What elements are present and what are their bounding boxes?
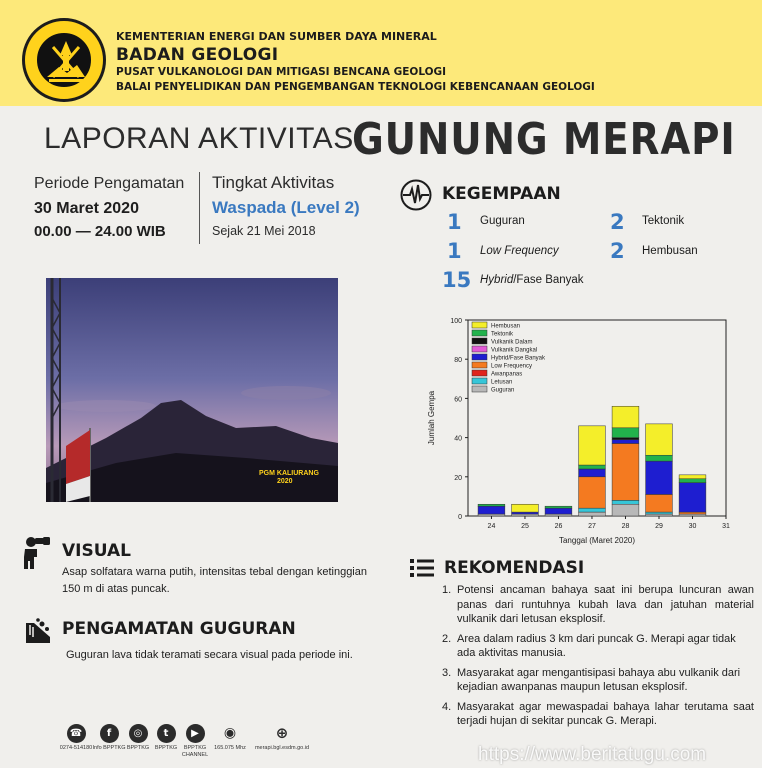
legend-swatch <box>472 386 487 392</box>
hybrid-label: Hybrid/Fase Banyak <box>480 274 584 286</box>
radio-frequency: ◉ 165.075 Mhz <box>214 725 246 751</box>
bar-segment <box>646 424 673 455</box>
visual-title: VISUAL <box>62 541 131 561</box>
period-label: Periode Pengamatan <box>34 175 185 192</box>
bar-segment <box>545 508 572 514</box>
legend-label: Tektonik <box>491 331 514 338</box>
x-tick-label: 28 <box>621 523 630 530</box>
hembusan-label: Hembusan <box>642 245 698 257</box>
binoculars-person-icon <box>22 535 52 569</box>
bar-segment <box>679 512 706 514</box>
list-item: 1. Potensi ancaman bahaya saat ini berupa luncuran awan panas dari runtuhnya kubah lava dan jatuhan material vulkanik dari letusan eksplosif. <box>442 584 754 625</box>
kegempaan-title: KEGEMPAAN <box>442 184 561 204</box>
legend-swatch <box>472 362 487 368</box>
activity-level-value: Waspada (Level 2) <box>212 198 360 217</box>
bar-segment <box>478 514 505 516</box>
bar-segment <box>579 426 606 465</box>
divider <box>199 172 200 244</box>
radio-icon: ◉ <box>223 725 237 741</box>
y-tick-label: 40 <box>454 435 462 443</box>
bar-segment <box>612 428 639 438</box>
x-tick-label: 26 <box>554 523 563 530</box>
seismic-bar-chart <box>420 310 740 550</box>
legend-swatch <box>472 354 487 360</box>
y-tick-label: 60 <box>454 396 462 404</box>
y-tick-label: 0 <box>458 514 462 521</box>
bar-segment <box>512 504 539 512</box>
period-time: 00.00 — 24.00 WIB <box>34 223 166 240</box>
bar-segment <box>679 483 706 512</box>
bar-segment <box>478 504 505 506</box>
volcano-photo <box>46 278 338 502</box>
list-item: 4. Masyarakat agar mewaspadai bahaya lahar terutama saat terjadi hujan di sekitar puncak G. Merapi. <box>442 700 754 727</box>
legend-label: Vulkanik Dangkal <box>491 347 538 354</box>
bar-segment <box>579 512 606 516</box>
bar-segment <box>646 455 673 461</box>
low-frequency-count: 1 <box>447 239 462 263</box>
youtube-icon: ▶ <box>186 724 205 743</box>
bar-segment <box>545 514 572 516</box>
legend-swatch <box>472 378 487 384</box>
x-tick-label: 30 <box>688 523 697 530</box>
seismograph-icon <box>400 179 432 211</box>
legend-label: Guguran <box>491 387 515 394</box>
report-title-volcano: GUNUNG MERAPI <box>352 114 736 165</box>
bar-segment <box>612 440 639 444</box>
bar-segment <box>646 512 673 514</box>
bar-segment <box>612 504 639 516</box>
tektonik-count: 2 <box>610 210 625 234</box>
activity-level-label: Tingkat Aktivitas <box>212 173 335 192</box>
agency-name: BADAN GEOLOGI <box>116 45 279 65</box>
twitter-icon: t <box>157 724 176 743</box>
bar-segment <box>579 477 606 508</box>
bar-segment <box>679 479 706 483</box>
bar-segment <box>646 514 673 516</box>
legend-label: Letusan <box>491 379 513 386</box>
bar-segment <box>612 443 639 500</box>
y-tick-label: 100 <box>450 318 462 325</box>
twitter-link[interactable]: t BPPTKG <box>146 724 186 752</box>
list-item: 2. Area dalam radius 3 km dari puncak G. Merapi agar tidak ada aktivitas manusia. <box>442 632 736 659</box>
center-name: PUSAT VULKANOLOGI DAN MITIGASI BENCANA GEOLOGI <box>116 66 447 78</box>
x-tick-label: 24 <box>487 523 496 530</box>
x-tick-label: 31 <box>722 523 730 530</box>
bar-segment <box>545 506 572 508</box>
x-tick-label: 29 <box>655 523 663 530</box>
guguran-count: 1 <box>447 210 462 234</box>
x-tick-label: 25 <box>521 523 529 530</box>
guguran-section-title: PENGAMATAN GUGURAN <box>62 619 296 639</box>
guguran-description: Guguran lava tidak teramati secara visual pada periode ini. <box>66 649 353 661</box>
y-tick-label: 80 <box>454 357 462 365</box>
ministry-name: KEMENTERIAN ENERGI DAN SUMBER DAYA MINERAL <box>116 30 437 43</box>
list-icon <box>410 558 434 578</box>
facebook-link[interactable]: f Info BPPTKG <box>89 724 129 752</box>
bar-segment <box>579 469 606 477</box>
guguran-label: Guguran <box>480 215 525 227</box>
low-frequency-label: Low Frequency <box>480 245 559 257</box>
hybrid-count: 15 <box>442 268 472 292</box>
visual-description: Asap solfatara warna putih, intensitas tebal dengan ketinggian 150 m di atas puncak. <box>62 566 367 595</box>
bar-segment <box>579 508 606 512</box>
rekomendasi-list <box>442 583 754 734</box>
bar-segment <box>646 494 673 512</box>
bar-segment <box>478 506 505 514</box>
phone-contact[interactable]: ☎ 0274-514180 <box>56 724 96 752</box>
website-link[interactable]: ⊕ merapi.bgl.esdm.go.id <box>254 724 310 751</box>
photo-credit: PGM KALIURANG 2020 <box>259 470 319 485</box>
list-item: 3. Masyarakat agar mengantisipasi bahaya abu vulkanik dari kejadian awanpanas maupun letusan eksplosif. <box>442 666 741 693</box>
legend-label: Vulkanik Dalam <box>491 339 533 346</box>
x-axis-label: Tanggal (Maret 2020) <box>558 536 636 545</box>
youtube-link[interactable]: ▶ BPPTKG CHANNEL <box>175 724 215 758</box>
bar-segment <box>512 514 539 516</box>
legend-swatch <box>472 346 487 352</box>
header-banner <box>0 0 762 106</box>
phone-icon: ☎ <box>67 724 86 743</box>
legend-label: Awanpanas <box>491 371 523 378</box>
bar-segment <box>612 406 639 428</box>
legend-label: Low Frequency <box>491 363 533 370</box>
activity-level-since: Sejak 21 Mei 2018 <box>212 224 316 238</box>
tektonik-label: Tektonik <box>642 215 685 227</box>
legend-swatch <box>472 338 487 344</box>
watermark: https://www.beritatugu.com <box>478 744 707 765</box>
office-name: BALAI PENYELIDIKAN DAN PENGEMBANGAN TEKNOLOGI KEBENCANAAN GEOLOGI <box>116 81 595 93</box>
rockfall-icon <box>24 617 52 645</box>
legend-swatch <box>472 322 487 328</box>
x-tick-label: 27 <box>588 523 596 530</box>
bar-segment <box>612 500 639 504</box>
instagram-icon: ◎ <box>129 724 148 743</box>
bar-segment <box>679 475 706 479</box>
bar-segment <box>679 514 706 516</box>
badan-geologi-logo <box>22 18 106 102</box>
instagram-link[interactable]: ◎ BPPTKG <box>118 724 158 752</box>
bar-segment <box>612 438 639 440</box>
bar-segment <box>646 461 673 494</box>
legend-label: Hembusan <box>491 323 521 330</box>
report-title-prefix: LAPORAN AKTIVITAS <box>44 122 354 155</box>
period-date: 30 Maret 2020 <box>34 200 139 217</box>
legend-label: Hybrid/Fase Banyak <box>491 355 546 362</box>
bar-segment <box>579 465 606 469</box>
legend-swatch <box>472 370 487 376</box>
web-icon: ⊕ <box>275 724 289 742</box>
y-tick-label: 20 <box>454 474 462 482</box>
rekomendasi-title: REKOMENDASI <box>444 558 585 578</box>
hembusan-count: 2 <box>610 239 625 263</box>
facebook-icon: f <box>100 724 119 743</box>
y-axis-label: Jumlah Gempa <box>427 390 436 446</box>
bar-segment <box>512 512 539 514</box>
legend-swatch <box>472 330 487 336</box>
